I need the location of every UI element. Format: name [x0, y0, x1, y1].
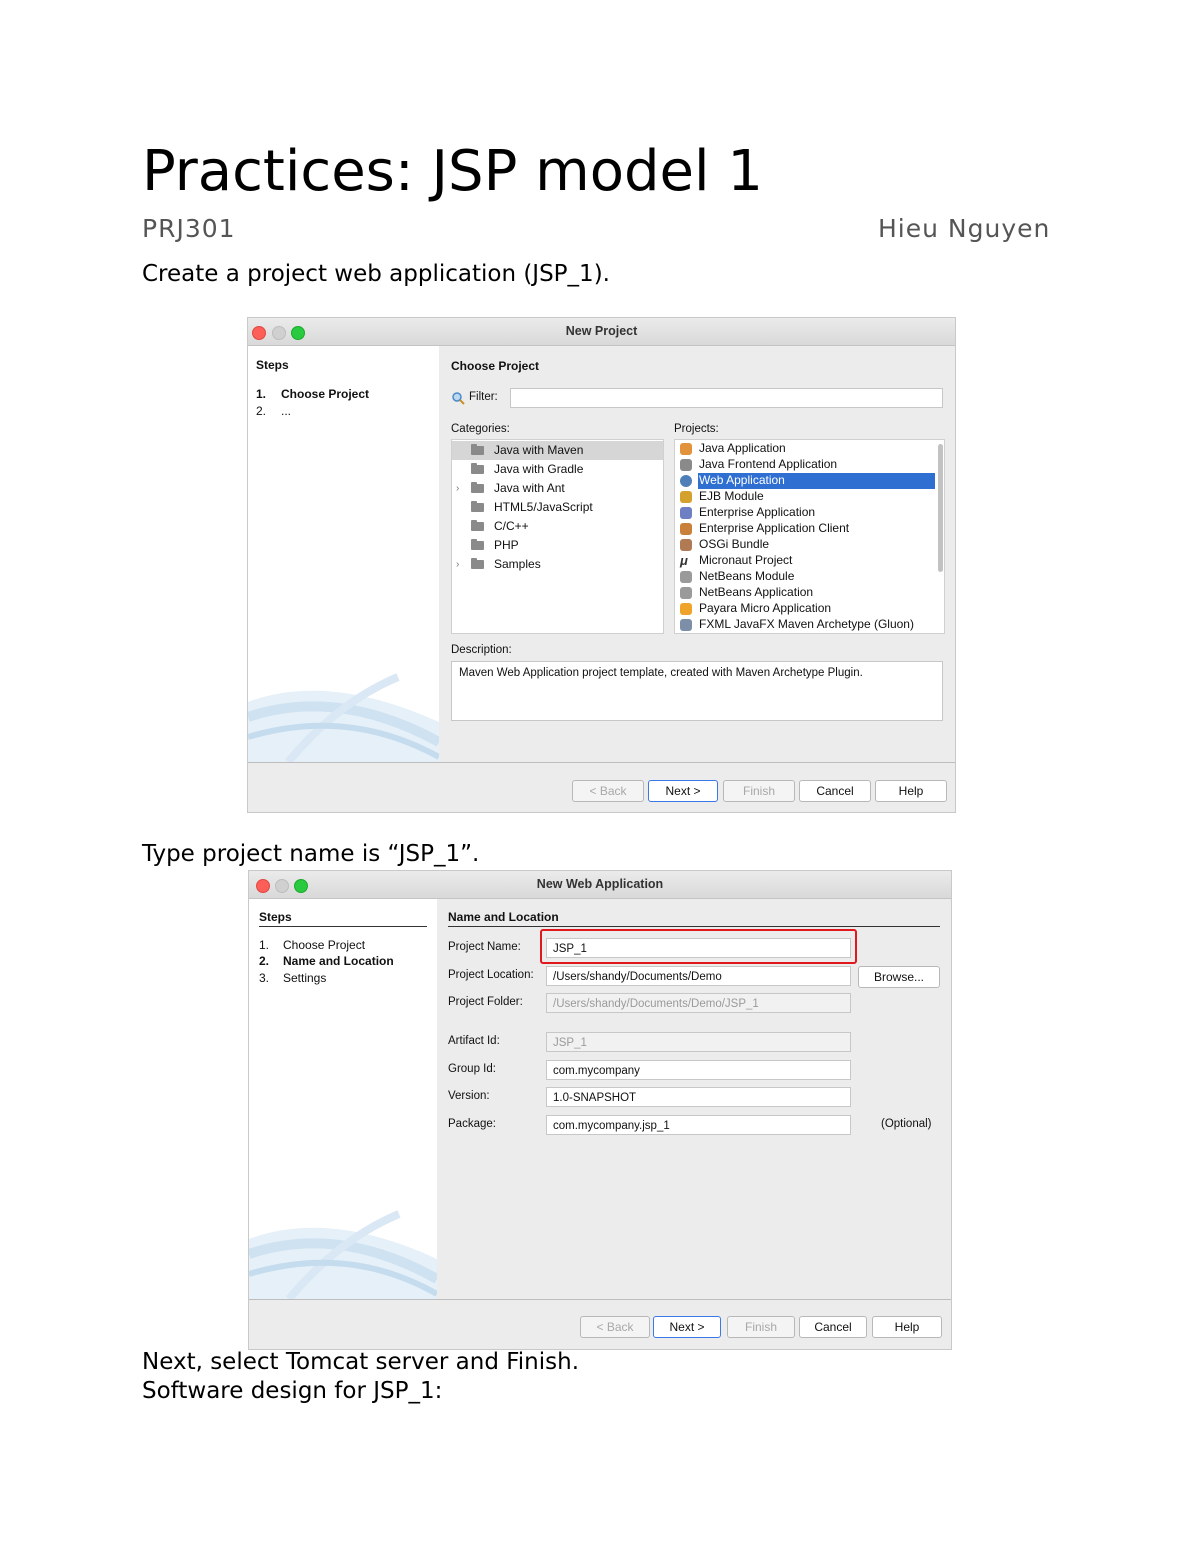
enterprise-client-icon [680, 523, 692, 535]
artifact-id-label: Artifact Id: [448, 1035, 500, 1047]
category-item[interactable]: › Samples [452, 555, 663, 574]
netbeans-swoosh-graphic [249, 1199, 437, 1299]
dialog-title: New Web Application [536, 877, 664, 891]
dialog-titlebar [249, 871, 951, 899]
back-button[interactable]: < Back [572, 780, 644, 802]
help-button[interactable]: Help [872, 1316, 942, 1338]
course-code: PRJ301 [142, 214, 236, 243]
step-choose-project: Choose Project [281, 387, 370, 401]
payara-icon [680, 603, 692, 615]
globe-icon [680, 475, 692, 487]
steps-divider [259, 926, 427, 927]
filter-label: Filter: [469, 391, 498, 403]
highlight-box [540, 929, 857, 964]
folder-icon [471, 541, 484, 550]
netbeans-app-icon [680, 587, 692, 599]
optional-label: (Optional) [881, 1118, 932, 1130]
version-label: Version: [448, 1090, 490, 1102]
project-item[interactable]: Enterprise Application Client [675, 521, 944, 537]
step-number: 2. [259, 954, 270, 968]
folder-icon [471, 522, 484, 531]
instruction-create-project: Create a project web application (JSP_1). [142, 261, 610, 287]
step-number: 2. [256, 404, 267, 418]
projects-list[interactable] [674, 439, 945, 634]
new-project-dialog [247, 317, 956, 813]
instruction-select-tomcat: Next, select Tomcat server and Finish. [142, 1349, 580, 1375]
close-window-icon[interactable] [252, 326, 266, 340]
group-id-label: Group Id: [448, 1063, 496, 1075]
step-more: ... [281, 404, 292, 418]
folder-icon [471, 560, 484, 569]
category-item[interactable]: C/C++ [452, 517, 663, 536]
steps-pane [248, 346, 439, 762]
project-name-label: Project Name: [448, 941, 521, 953]
steps-header: Steps [256, 358, 289, 372]
category-item[interactable]: HTML5/JavaScript [452, 498, 663, 517]
button-bar [249, 1299, 951, 1350]
dialog-titlebar [248, 318, 955, 346]
category-item[interactable]: Java with Maven [452, 441, 663, 460]
java-app-icon [680, 443, 692, 455]
frontend-app-icon [680, 459, 692, 471]
project-folder-label: Project Folder: [448, 996, 523, 1008]
browse-button[interactable]: Browse... [858, 966, 940, 988]
projects-scrollbar[interactable] [938, 444, 943, 572]
minimize-window-icon[interactable] [275, 879, 289, 893]
artifact-id-input: JSP_1 [546, 1032, 851, 1052]
next-button[interactable]: Next > [648, 780, 718, 802]
steps-pane [249, 899, 437, 1299]
projects-label: Projects: [674, 423, 719, 435]
folder-icon [471, 465, 484, 474]
new-web-application-dialog [248, 870, 952, 1350]
project-location-input[interactable]: /Users/shandy/Documents/Demo [546, 966, 851, 986]
description-label: Description: [451, 644, 512, 656]
category-item[interactable]: Java with Gradle [452, 460, 663, 479]
zoom-window-icon[interactable] [294, 879, 308, 893]
software-design-heading: Software design for JSP_1: [142, 1378, 443, 1404]
help-button[interactable]: Help [875, 780, 947, 802]
project-item[interactable]: Payara Micro Application [675, 601, 944, 617]
netbeans-swoosh-graphic [248, 662, 439, 762]
group-id-input[interactable]: com.mycompany [546, 1060, 851, 1080]
project-item[interactable]: μ Micronaut Project [680, 553, 793, 568]
step-number: 1. [259, 938, 270, 952]
package-label: Package: [448, 1118, 496, 1130]
author-name: Hieu Nguyen [878, 214, 1051, 243]
folder-icon [471, 503, 484, 512]
expand-arrow-icon[interactable]: › [456, 483, 460, 494]
project-item[interactable]: Enterprise Application [675, 505, 944, 521]
enterprise-app-icon [680, 507, 692, 519]
cancel-button[interactable]: Cancel [799, 1316, 867, 1338]
bean-icon [680, 491, 692, 503]
project-name-input[interactable]: JSP_1 [546, 938, 851, 958]
step-settings: Settings [283, 971, 327, 985]
version-input[interactable]: 1.0-SNAPSHOT [546, 1087, 851, 1107]
folder-icon [471, 446, 484, 455]
categories-list[interactable] [451, 439, 664, 634]
osgi-bundle-icon [680, 539, 692, 551]
steps-header: Steps [259, 910, 292, 924]
project-item-selected[interactable]: Web Application [675, 473, 935, 489]
category-item[interactable]: › Java with Ant [452, 479, 663, 498]
cancel-button[interactable]: Cancel [799, 780, 871, 802]
step-number: 3. [259, 971, 270, 985]
project-item[interactable]: NetBeans Module [675, 569, 944, 585]
filter-input[interactable] [510, 388, 943, 408]
package-input[interactable]: com.mycompany.jsp_1 [546, 1115, 851, 1135]
close-window-icon[interactable] [256, 879, 270, 893]
finish-button[interactable]: Finish [723, 780, 795, 802]
minimize-window-icon[interactable] [272, 326, 286, 340]
step-choose-project: Choose Project [283, 938, 366, 952]
step-name-and-location: Name and Location [283, 954, 394, 968]
description-box: Maven Web Application project template, created with Maven Archetype Plugin. [451, 661, 943, 721]
instruction-project-name: Type project name is “JSP_1”. [142, 841, 480, 867]
project-folder-input: /Users/shandy/Documents/Demo/JSP_1 [546, 993, 851, 1013]
project-item[interactable]: OSGi Bundle [675, 537, 944, 553]
panel-divider [448, 926, 940, 927]
panel-title: Choose Project [451, 359, 540, 373]
search-icon [451, 391, 465, 405]
category-item[interactable]: PHP [452, 536, 663, 555]
project-item[interactable]: NetBeans Application [675, 585, 944, 601]
project-location-label: Project Location: [448, 969, 534, 981]
step-number: 1. [256, 387, 267, 401]
button-bar [248, 762, 955, 813]
javafx-icon [680, 619, 692, 631]
back-button[interactable]: < Back [580, 1316, 650, 1338]
project-item[interactable]: FXML JavaFX Maven Archetype (Gluon) [675, 617, 944, 633]
micronaut-icon: μ [680, 553, 688, 568]
folder-icon [471, 484, 484, 493]
dialog-title: New Project [565, 324, 638, 338]
page-title: Practices: JSP model 1 [142, 139, 763, 204]
expand-arrow-icon[interactable]: › [456, 559, 460, 570]
zoom-window-icon[interactable] [291, 326, 305, 340]
netbeans-module-icon [680, 571, 692, 583]
project-item[interactable]: Java Frontend Application [675, 457, 944, 473]
next-button[interactable]: Next > [653, 1316, 721, 1338]
categories-label: Categories: [451, 423, 510, 435]
finish-button[interactable]: Finish [727, 1316, 795, 1338]
project-item[interactable]: EJB Module [675, 489, 944, 505]
project-item[interactable]: Java Application [675, 441, 944, 457]
panel-title: Name and Location [448, 910, 559, 924]
